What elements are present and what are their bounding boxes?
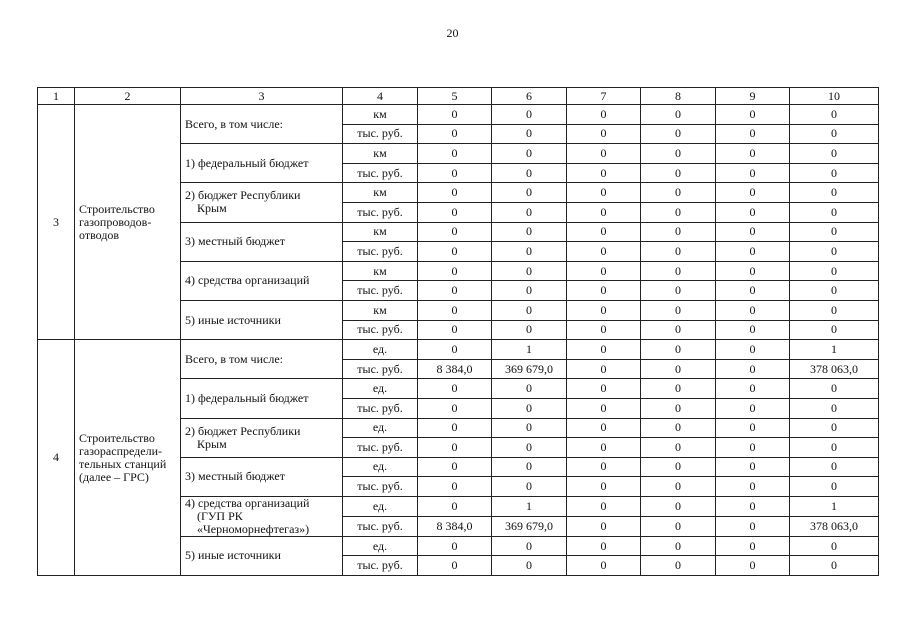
value-cell: 0 bbox=[790, 457, 879, 477]
unit-cell: тыс. руб. bbox=[343, 516, 418, 536]
value-cell: 0 bbox=[418, 163, 492, 183]
value-cell: 0 bbox=[492, 398, 567, 418]
text-line: 4) средства организаций bbox=[185, 273, 310, 288]
unit-cell: тыс. руб. bbox=[343, 124, 418, 144]
text-line: Строительство bbox=[79, 430, 155, 445]
text-line: Всего, в том числе: bbox=[185, 116, 283, 131]
value-cell: 0 bbox=[716, 242, 790, 262]
value-cell: 0 bbox=[716, 281, 790, 301]
value-cell: 0 bbox=[790, 105, 879, 125]
value-cell: 0 bbox=[790, 320, 879, 340]
table-body bbox=[38, 88, 879, 576]
unit-cell: ед. bbox=[343, 340, 418, 360]
value-cell: 0 bbox=[641, 418, 716, 438]
value-cell: 0 bbox=[567, 281, 641, 301]
value-cell: 0 bbox=[567, 359, 641, 379]
funding-source bbox=[181, 457, 343, 496]
value-cell: 0 bbox=[418, 418, 492, 438]
value-cell: 0 bbox=[716, 340, 790, 360]
value-cell: 0 bbox=[418, 556, 492, 576]
value-cell: 0 bbox=[492, 261, 567, 281]
column-number: 6 bbox=[492, 88, 567, 105]
value-cell: 0 bbox=[567, 379, 641, 399]
text-line: 1) федеральный бюджет bbox=[185, 390, 309, 405]
text-line: Строительство bbox=[79, 201, 155, 216]
value-cell: 0 bbox=[492, 536, 567, 556]
value-cell: 0 bbox=[716, 359, 790, 379]
value-cell: 0 bbox=[790, 379, 879, 399]
value-cell: 0 bbox=[492, 438, 567, 458]
value-cell: 0 bbox=[641, 124, 716, 144]
funding-source bbox=[181, 183, 343, 222]
value-cell: 378 063,0 bbox=[790, 516, 879, 536]
table-row bbox=[38, 340, 879, 360]
text-line: 5) иные источники bbox=[185, 548, 281, 563]
unit-cell: км bbox=[343, 222, 418, 242]
text-line: «Черноморнефтегаз») bbox=[197, 521, 310, 536]
item-number: 3 bbox=[38, 105, 75, 340]
text-line: 4) средства организаций bbox=[185, 496, 310, 510]
unit-cell: км bbox=[343, 105, 418, 125]
unit-cell: тыс. руб. bbox=[343, 242, 418, 262]
value-cell: 0 bbox=[716, 477, 790, 497]
value-cell: 0 bbox=[418, 222, 492, 242]
value-cell: 0 bbox=[641, 457, 716, 477]
value-cell: 0 bbox=[567, 183, 641, 203]
unit-cell: тыс. руб. bbox=[343, 398, 418, 418]
value-cell: 0 bbox=[418, 320, 492, 340]
value-cell: 0 bbox=[790, 163, 879, 183]
unit-cell: тыс. руб. bbox=[343, 163, 418, 183]
value-cell: 0 bbox=[418, 124, 492, 144]
value-cell: 0 bbox=[641, 300, 716, 320]
text-line: Всего, в том числе: bbox=[185, 351, 283, 366]
value-cell: 0 bbox=[716, 124, 790, 144]
value-cell: 0 bbox=[716, 536, 790, 556]
value-cell: 0 bbox=[790, 124, 879, 144]
value-cell: 0 bbox=[567, 222, 641, 242]
column-number: 1 bbox=[38, 88, 75, 105]
value-cell: 0 bbox=[716, 183, 790, 203]
value-cell: 0 bbox=[492, 418, 567, 438]
value-cell: 0 bbox=[418, 536, 492, 556]
text-line: 1) федеральный бюджет bbox=[185, 155, 309, 170]
value-cell: 0 bbox=[492, 202, 567, 222]
funding-source bbox=[181, 536, 343, 575]
value-cell: 0 bbox=[567, 105, 641, 125]
value-cell: 0 bbox=[790, 242, 879, 262]
value-cell: 0 bbox=[418, 242, 492, 262]
value-cell: 0 bbox=[716, 202, 790, 222]
value-cell: 0 bbox=[567, 496, 641, 516]
value-cell: 0 bbox=[567, 398, 641, 418]
value-cell: 0 bbox=[641, 516, 716, 536]
value-cell: 0 bbox=[790, 438, 879, 458]
value-cell: 0 bbox=[567, 242, 641, 262]
value-cell: 0 bbox=[641, 320, 716, 340]
funding-source bbox=[181, 496, 343, 536]
value-cell: 0 bbox=[641, 222, 716, 242]
value-cell: 0 bbox=[716, 496, 790, 516]
value-cell: 0 bbox=[418, 398, 492, 418]
funding-table bbox=[37, 87, 879, 576]
value-cell: 0 bbox=[641, 438, 716, 458]
unit-cell: тыс. руб. bbox=[343, 320, 418, 340]
value-cell: 0 bbox=[418, 144, 492, 164]
value-cell: 0 bbox=[492, 183, 567, 203]
funding-source bbox=[181, 222, 343, 261]
value-cell: 0 bbox=[790, 281, 879, 301]
value-cell: 0 bbox=[716, 379, 790, 399]
unit-cell: ед. bbox=[343, 418, 418, 438]
text-line: 2) бюджет Республики bbox=[185, 188, 301, 203]
value-cell: 0 bbox=[790, 261, 879, 281]
value-cell: 0 bbox=[790, 418, 879, 438]
text-line: газопроводов- bbox=[79, 214, 152, 229]
value-cell: 0 bbox=[790, 183, 879, 203]
unit-cell: тыс. руб. bbox=[343, 359, 418, 379]
unit-cell: ед. bbox=[343, 536, 418, 556]
value-cell: 0 bbox=[418, 300, 492, 320]
value-cell: 0 bbox=[567, 202, 641, 222]
value-cell: 0 bbox=[716, 105, 790, 125]
text-line: Крым bbox=[197, 436, 227, 451]
value-cell: 0 bbox=[492, 242, 567, 262]
unit-cell: тыс. руб. bbox=[343, 202, 418, 222]
item-number: 4 bbox=[38, 340, 75, 576]
text-line: (далее – ГРС) bbox=[79, 469, 149, 484]
unit-cell: тыс. руб. bbox=[343, 556, 418, 576]
value-cell: 0 bbox=[492, 222, 567, 242]
funding-source bbox=[181, 340, 343, 379]
value-cell: 0 bbox=[492, 144, 567, 164]
value-cell: 0 bbox=[418, 496, 492, 516]
value-cell: 0 bbox=[567, 144, 641, 164]
value-cell: 0 bbox=[716, 438, 790, 458]
text-line: тельных станций bbox=[79, 456, 167, 471]
value-cell: 0 bbox=[418, 281, 492, 301]
funding-source bbox=[181, 105, 343, 144]
unit-cell: ед. bbox=[343, 457, 418, 477]
value-cell: 0 bbox=[492, 124, 567, 144]
value-cell: 0 bbox=[790, 222, 879, 242]
value-cell: 0 bbox=[418, 477, 492, 497]
value-cell: 0 bbox=[716, 418, 790, 438]
value-cell: 0 bbox=[418, 202, 492, 222]
value-cell: 0 bbox=[716, 144, 790, 164]
item-name bbox=[75, 105, 181, 340]
value-cell: 0 bbox=[716, 320, 790, 340]
funding-source bbox=[181, 261, 343, 300]
value-cell: 0 bbox=[567, 556, 641, 576]
value-cell: 0 bbox=[567, 320, 641, 340]
unit-cell: ед. bbox=[343, 379, 418, 399]
unit-cell: тыс. руб. bbox=[343, 477, 418, 497]
value-cell: 0 bbox=[567, 340, 641, 360]
unit-cell: тыс. руб. bbox=[343, 438, 418, 458]
unit-cell: ед. bbox=[343, 496, 418, 516]
value-cell: 0 bbox=[567, 163, 641, 183]
unit-cell: км bbox=[343, 144, 418, 164]
value-cell: 0 bbox=[418, 105, 492, 125]
text-line: 2) бюджет Республики bbox=[185, 423, 301, 438]
value-cell: 369 679,0 bbox=[492, 359, 567, 379]
value-cell: 0 bbox=[567, 261, 641, 281]
value-cell: 0 bbox=[567, 516, 641, 536]
value-cell: 1 bbox=[790, 340, 879, 360]
value-cell: 0 bbox=[567, 124, 641, 144]
value-cell: 0 bbox=[418, 438, 492, 458]
value-cell: 0 bbox=[790, 477, 879, 497]
unit-cell: км bbox=[343, 183, 418, 203]
text-line: газораспредели- bbox=[79, 443, 162, 458]
value-cell: 0 bbox=[641, 183, 716, 203]
value-cell: 0 bbox=[492, 300, 567, 320]
funding-source bbox=[181, 379, 343, 418]
value-cell: 0 bbox=[641, 340, 716, 360]
value-cell: 0 bbox=[641, 379, 716, 399]
value-cell: 0 bbox=[492, 457, 567, 477]
value-cell: 0 bbox=[492, 320, 567, 340]
value-cell: 0 bbox=[716, 556, 790, 576]
value-cell: 0 bbox=[418, 457, 492, 477]
value-cell: 0 bbox=[641, 556, 716, 576]
value-cell: 0 bbox=[790, 202, 879, 222]
column-number-row bbox=[38, 88, 879, 105]
value-cell: 0 bbox=[641, 281, 716, 301]
column-number: 2 bbox=[75, 88, 181, 105]
value-cell: 0 bbox=[567, 418, 641, 438]
value-cell: 1 bbox=[492, 496, 567, 516]
text-line: 3) местный бюджет bbox=[185, 234, 285, 249]
text-line: (ГУП РК bbox=[197, 508, 243, 523]
value-cell: 369 679,0 bbox=[492, 516, 567, 536]
value-cell: 0 bbox=[641, 144, 716, 164]
column-number: 10 bbox=[790, 88, 879, 105]
column-number: 3 bbox=[181, 88, 343, 105]
value-cell: 0 bbox=[716, 398, 790, 418]
value-cell: 0 bbox=[641, 163, 716, 183]
value-cell: 0 bbox=[641, 398, 716, 418]
page-number: 20 bbox=[446, 26, 459, 40]
value-cell: 0 bbox=[790, 144, 879, 164]
text-line: отводов bbox=[79, 227, 120, 242]
value-cell: 0 bbox=[790, 536, 879, 556]
text-line: 5) иные источники bbox=[185, 312, 281, 327]
value-cell: 0 bbox=[567, 477, 641, 497]
value-cell: 0 bbox=[641, 202, 716, 222]
value-cell: 0 bbox=[567, 300, 641, 320]
funding-source bbox=[181, 418, 343, 457]
value-cell: 0 bbox=[567, 457, 641, 477]
value-cell: 0 bbox=[790, 300, 879, 320]
value-cell: 0 bbox=[641, 261, 716, 281]
value-cell: 0 bbox=[567, 536, 641, 556]
value-cell: 1 bbox=[790, 496, 879, 516]
value-cell: 0 bbox=[492, 105, 567, 125]
value-cell: 0 bbox=[418, 183, 492, 203]
value-cell: 8 384,0 bbox=[418, 516, 492, 536]
value-cell: 8 384,0 bbox=[418, 359, 492, 379]
value-cell: 0 bbox=[716, 300, 790, 320]
value-cell: 378 063,0 bbox=[790, 359, 879, 379]
value-cell: 0 bbox=[641, 477, 716, 497]
value-cell: 0 bbox=[492, 477, 567, 497]
value-cell: 0 bbox=[641, 536, 716, 556]
value-cell: 0 bbox=[716, 163, 790, 183]
value-cell: 0 bbox=[641, 496, 716, 516]
value-cell: 0 bbox=[790, 398, 879, 418]
value-cell: 0 bbox=[641, 242, 716, 262]
column-number: 8 bbox=[641, 88, 716, 105]
column-number: 9 bbox=[716, 88, 790, 105]
value-cell: 0 bbox=[716, 222, 790, 242]
value-cell: 0 bbox=[492, 379, 567, 399]
value-cell: 0 bbox=[641, 359, 716, 379]
value-cell: 0 bbox=[790, 556, 879, 576]
value-cell: 0 bbox=[716, 516, 790, 536]
column-number: 7 bbox=[567, 88, 641, 105]
value-cell: 0 bbox=[492, 281, 567, 301]
value-cell: 0 bbox=[492, 556, 567, 576]
unit-cell: км bbox=[343, 300, 418, 320]
value-cell: 0 bbox=[716, 261, 790, 281]
value-cell: 1 bbox=[492, 340, 567, 360]
funding-source bbox=[181, 300, 343, 339]
value-cell: 0 bbox=[567, 438, 641, 458]
value-cell: 0 bbox=[641, 105, 716, 125]
column-number: 5 bbox=[418, 88, 492, 105]
value-cell: 0 bbox=[418, 340, 492, 360]
unit-cell: тыс. руб. bbox=[343, 281, 418, 301]
column-number: 4 bbox=[343, 88, 418, 105]
value-cell: 0 bbox=[492, 163, 567, 183]
table-row bbox=[38, 105, 879, 125]
text-line: Крым bbox=[197, 201, 227, 216]
value-cell: 0 bbox=[418, 261, 492, 281]
value-cell: 0 bbox=[716, 457, 790, 477]
funding-source bbox=[181, 144, 343, 183]
item-name bbox=[75, 340, 181, 576]
text-line: 3) местный бюджет bbox=[185, 469, 285, 484]
value-cell: 0 bbox=[418, 379, 492, 399]
unit-cell: км bbox=[343, 261, 418, 281]
